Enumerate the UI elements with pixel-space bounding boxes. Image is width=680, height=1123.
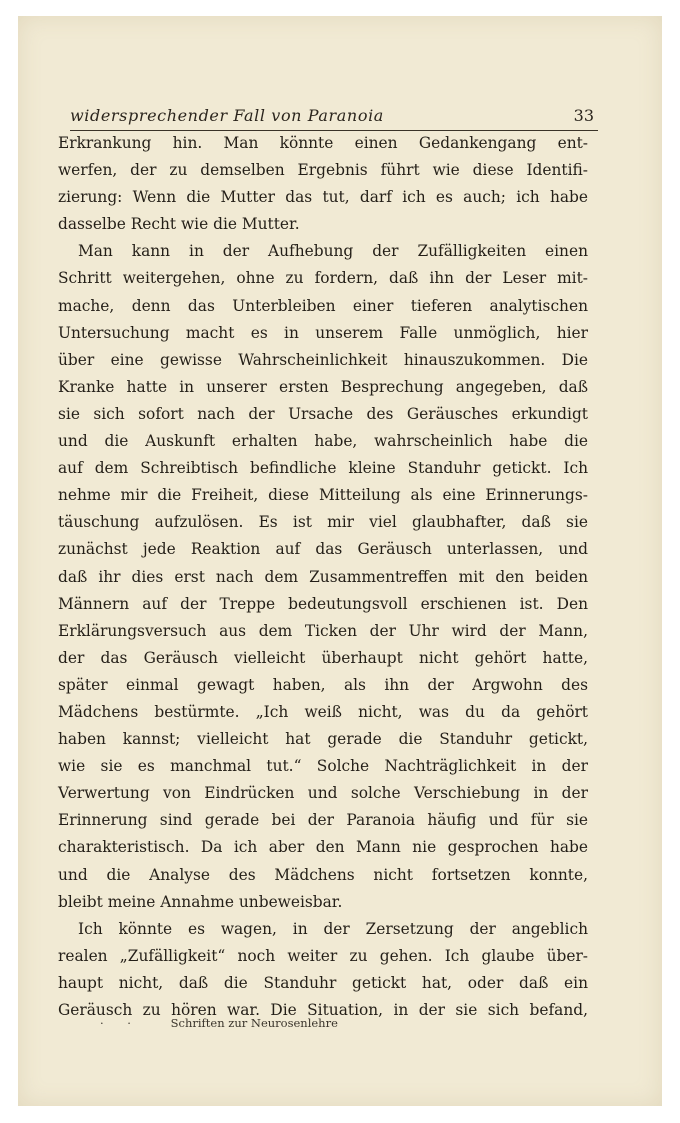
paragraph-3 — [58, 916, 588, 1024]
text-line: später einmal gewagt haben, als ihn der Argwohn des — [58, 675, 588, 694]
text-line: wie sie es manchmal tut.“ Solche Nachträglichkeit in der — [58, 757, 588, 776]
page-number: 33 — [573, 106, 594, 125]
text-line: Kranke hatte in unserer ersten Besprechung angegeben, daß — [58, 377, 588, 396]
text-line: Ich könnte es wagen, in der Zersetzung der angeblich — [78, 919, 588, 938]
text-line: dasselbe Recht wie die Mutter. — [58, 215, 300, 234]
paragraph-2 — [58, 238, 588, 915]
text-line: Erkrankung hin. Man könnte einen Gedankengang ent- — [58, 134, 588, 152]
text-line: auf dem Schreibtisch befindliche kleine Standuhr getickt. Ich — [58, 459, 588, 478]
body-text — [58, 130, 588, 1024]
text-line: über eine gewisse Wahrscheinlichkeit hinauszukommen. Die — [58, 350, 588, 369]
text-line: und die Analyse des Mädchens nicht fortsetzen konnte, — [58, 865, 588, 884]
text-line: sie sich sofort nach der Ursache des Geräusches erkundigt — [58, 404, 588, 423]
text-line: Mädchens bestürmte. „Ich weiß nicht, was du da gehört — [58, 702, 588, 721]
footer-marks: · · — [100, 1016, 141, 1030]
text-line: Schritt weitergehen, ohne zu fordern, daß ihn der Leser mit- — [58, 269, 588, 288]
text-line: Erinnerung sind gerade bei der Paranoia häufig und für sie — [58, 811, 588, 830]
text-line: Verwertung von Eindrücken und solche Verschiebung in der — [58, 784, 588, 803]
text-line: charakteristisch. Da ich aber den Mann nie gesprochen habe — [58, 838, 588, 857]
running-header — [70, 104, 598, 131]
text-line: täuschung aufzulösen. Es ist mir viel glaubhafter, daß sie — [58, 513, 588, 532]
text-line: haupt nicht, daß die Standuhr getickt hat, oder daß ein — [58, 973, 588, 992]
text-line: zierung: Wenn die Mutter das tut, darf ich es auch; ich habe — [58, 188, 588, 207]
text-line: werfen, der zu demselben Ergebnis führt wie diese Identifi- — [58, 161, 588, 180]
text-line: realen „Zufälligkeit“ noch weiter zu gehen. Ich glaube über- — [58, 946, 588, 965]
paragraph-1 — [58, 130, 588, 238]
text-line: haben kannst; vielleicht hat gerade die Standuhr getickt, — [58, 730, 588, 749]
text-line: Geräusch zu hören war. Die Situation, in der sie sich befand, — [58, 1001, 588, 1019]
text-line: bleibt meine Annahme unbeweisbar. — [58, 892, 343, 911]
text-line: und die Auskunft erhalten habe, wahrscheinlich habe die — [58, 432, 588, 451]
text-line: Erklärungsversuch aus dem Ticken der Uhr wird der Mann, — [58, 621, 588, 640]
text-line: zunächst jede Reaktion auf das Geräusch unterlassen, und — [58, 540, 588, 559]
running-title: widersprechender Fall von Paranoia — [70, 106, 384, 125]
text-line: Untersuchung macht es in unserem Falle unmöglich, hier — [58, 323, 588, 342]
signature-footer — [100, 1016, 338, 1030]
text-line: mache, denn das Unterbleiben einer tieferen analytischen — [58, 296, 588, 315]
text-line: daß ihr dies erst nach dem Zusammentreffen mit den beiden — [58, 567, 588, 586]
text-line: nehme mir die Freiheit, diese Mitteilung als eine Erinnerungs- — [58, 486, 588, 505]
signature-line: Schriften zur Neurosenlehre — [170, 1016, 338, 1030]
text-line: der das Geräusch vielleicht überhaupt nicht gehört hatte, — [58, 648, 588, 667]
text-line: Man kann in der Aufhebung der Zufälligkeiten einen — [78, 242, 588, 261]
text-line: Männern auf der Treppe bedeutungsvoll erschienen ist. Den — [58, 594, 588, 613]
